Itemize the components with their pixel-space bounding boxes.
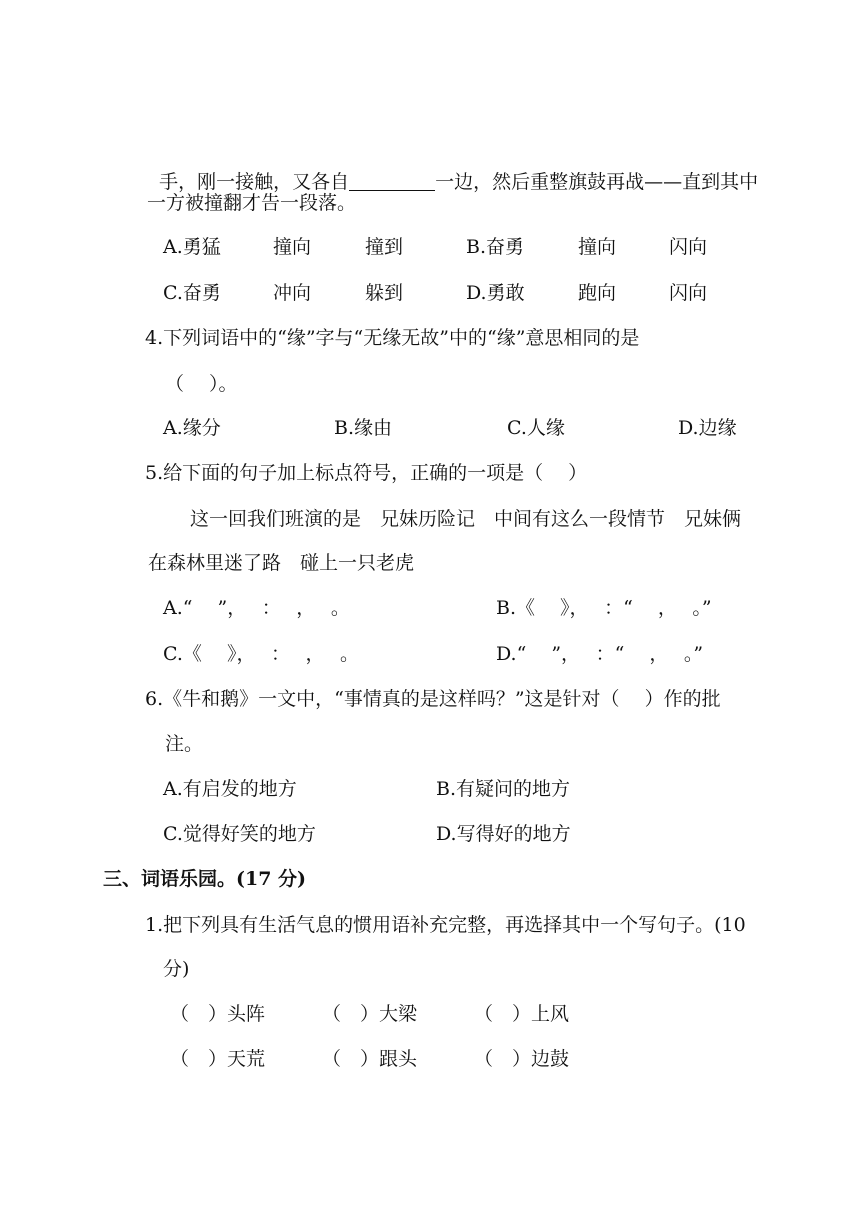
q6-option-c: C.觉得好笑的地方 (163, 823, 316, 845)
q3-option-b-word2: 撞向 (578, 236, 617, 258)
q6-option-a: A.有启发的地方 (163, 778, 297, 800)
q3-option-a-word2: 撞向 (273, 236, 312, 258)
q3-line-1-b: 一边，然后重整旗鼓再战——直到其中 (435, 171, 759, 193)
q5-option-a: A.“ ”， ： ， 。 (163, 597, 350, 619)
q3-option-c: C.奋勇 (163, 282, 221, 304)
q6-stem: 6.《牛和鹅》一文中，“事情真的是这样吗？”这是针对（ ）作的批 (145, 688, 721, 710)
q5-option-b: B.《 》， ：“ ， 。” (496, 597, 712, 619)
q3-option-b: B.奋勇 (466, 236, 525, 258)
q4-option-c: C.人缘 (507, 417, 565, 439)
q5-sentence-1: 这一回我们班演的是 兄妹历险记 中间有这么一段情节 兄妹俩 (190, 508, 742, 530)
q3-option-c-word3: 躲到 (365, 282, 404, 304)
q3-option-b-word3: 闪向 (669, 236, 708, 258)
fill-blank (349, 172, 435, 191)
idiom-3: （ ）上风 (474, 1003, 570, 1025)
q3-line-1-a: 手，刚一接触，又各自 (159, 171, 350, 193)
q4-stem: 4.下列词语中的“缘”字与“无缘无故”中的“缘”意思相同的是 (145, 327, 640, 349)
idiom-6: （ ）边鼓 (474, 1048, 570, 1070)
q6-stem-2: 注。 (165, 733, 204, 755)
q3-line-1 (147, 146, 758, 194)
section-3-q1-stem: 1.把下列具有生活气息的惯用语补充完整，再选择其中一个写句子。(10 (145, 914, 746, 936)
idiom-4: （ ）天荒 (170, 1048, 266, 1070)
idiom-1: （ ）头阵 (170, 1003, 266, 1025)
idiom-2: （ ）大梁 (322, 1003, 418, 1025)
idiom-5: （ ）跟头 (322, 1048, 418, 1070)
q3-line-2: 一方被撞翻才告一段落。 (147, 192, 357, 214)
q3-option-c-word2: 冲向 (273, 282, 312, 304)
q4-option-d: D.边缘 (678, 417, 737, 439)
q3-option-a-word3: 撞到 (365, 236, 404, 258)
q5-sentence-2: 在森林里迷了路 碰上一只老虎 (148, 552, 415, 574)
q4-option-a: A.缘分 (163, 417, 221, 439)
q4-option-b: B.缘由 (334, 417, 393, 439)
q5-stem: 5.给下面的句子加上标点符号，正确的一项是（ ） (145, 462, 588, 484)
section-3-title: 三、词语乐园。(17 分) (103, 868, 307, 890)
q3-option-d-word2: 跑向 (578, 282, 617, 304)
section-3-q1-stem-2: 分) (163, 958, 190, 980)
q6-option-d: D.写得好的地方 (436, 823, 571, 845)
q6-option-b: B.有疑问的地方 (436, 778, 571, 800)
q3-option-a: A.勇猛 (163, 236, 221, 258)
q3-option-d-word3: 闪向 (669, 282, 708, 304)
q5-option-c: C.《 》， ： ， 。 (163, 643, 360, 665)
q4-stem-2: （ ）。 (165, 373, 238, 395)
q5-option-d: D.“ ”， ：“ ， 。” (496, 643, 704, 665)
q3-option-d: D.勇敢 (466, 282, 525, 304)
